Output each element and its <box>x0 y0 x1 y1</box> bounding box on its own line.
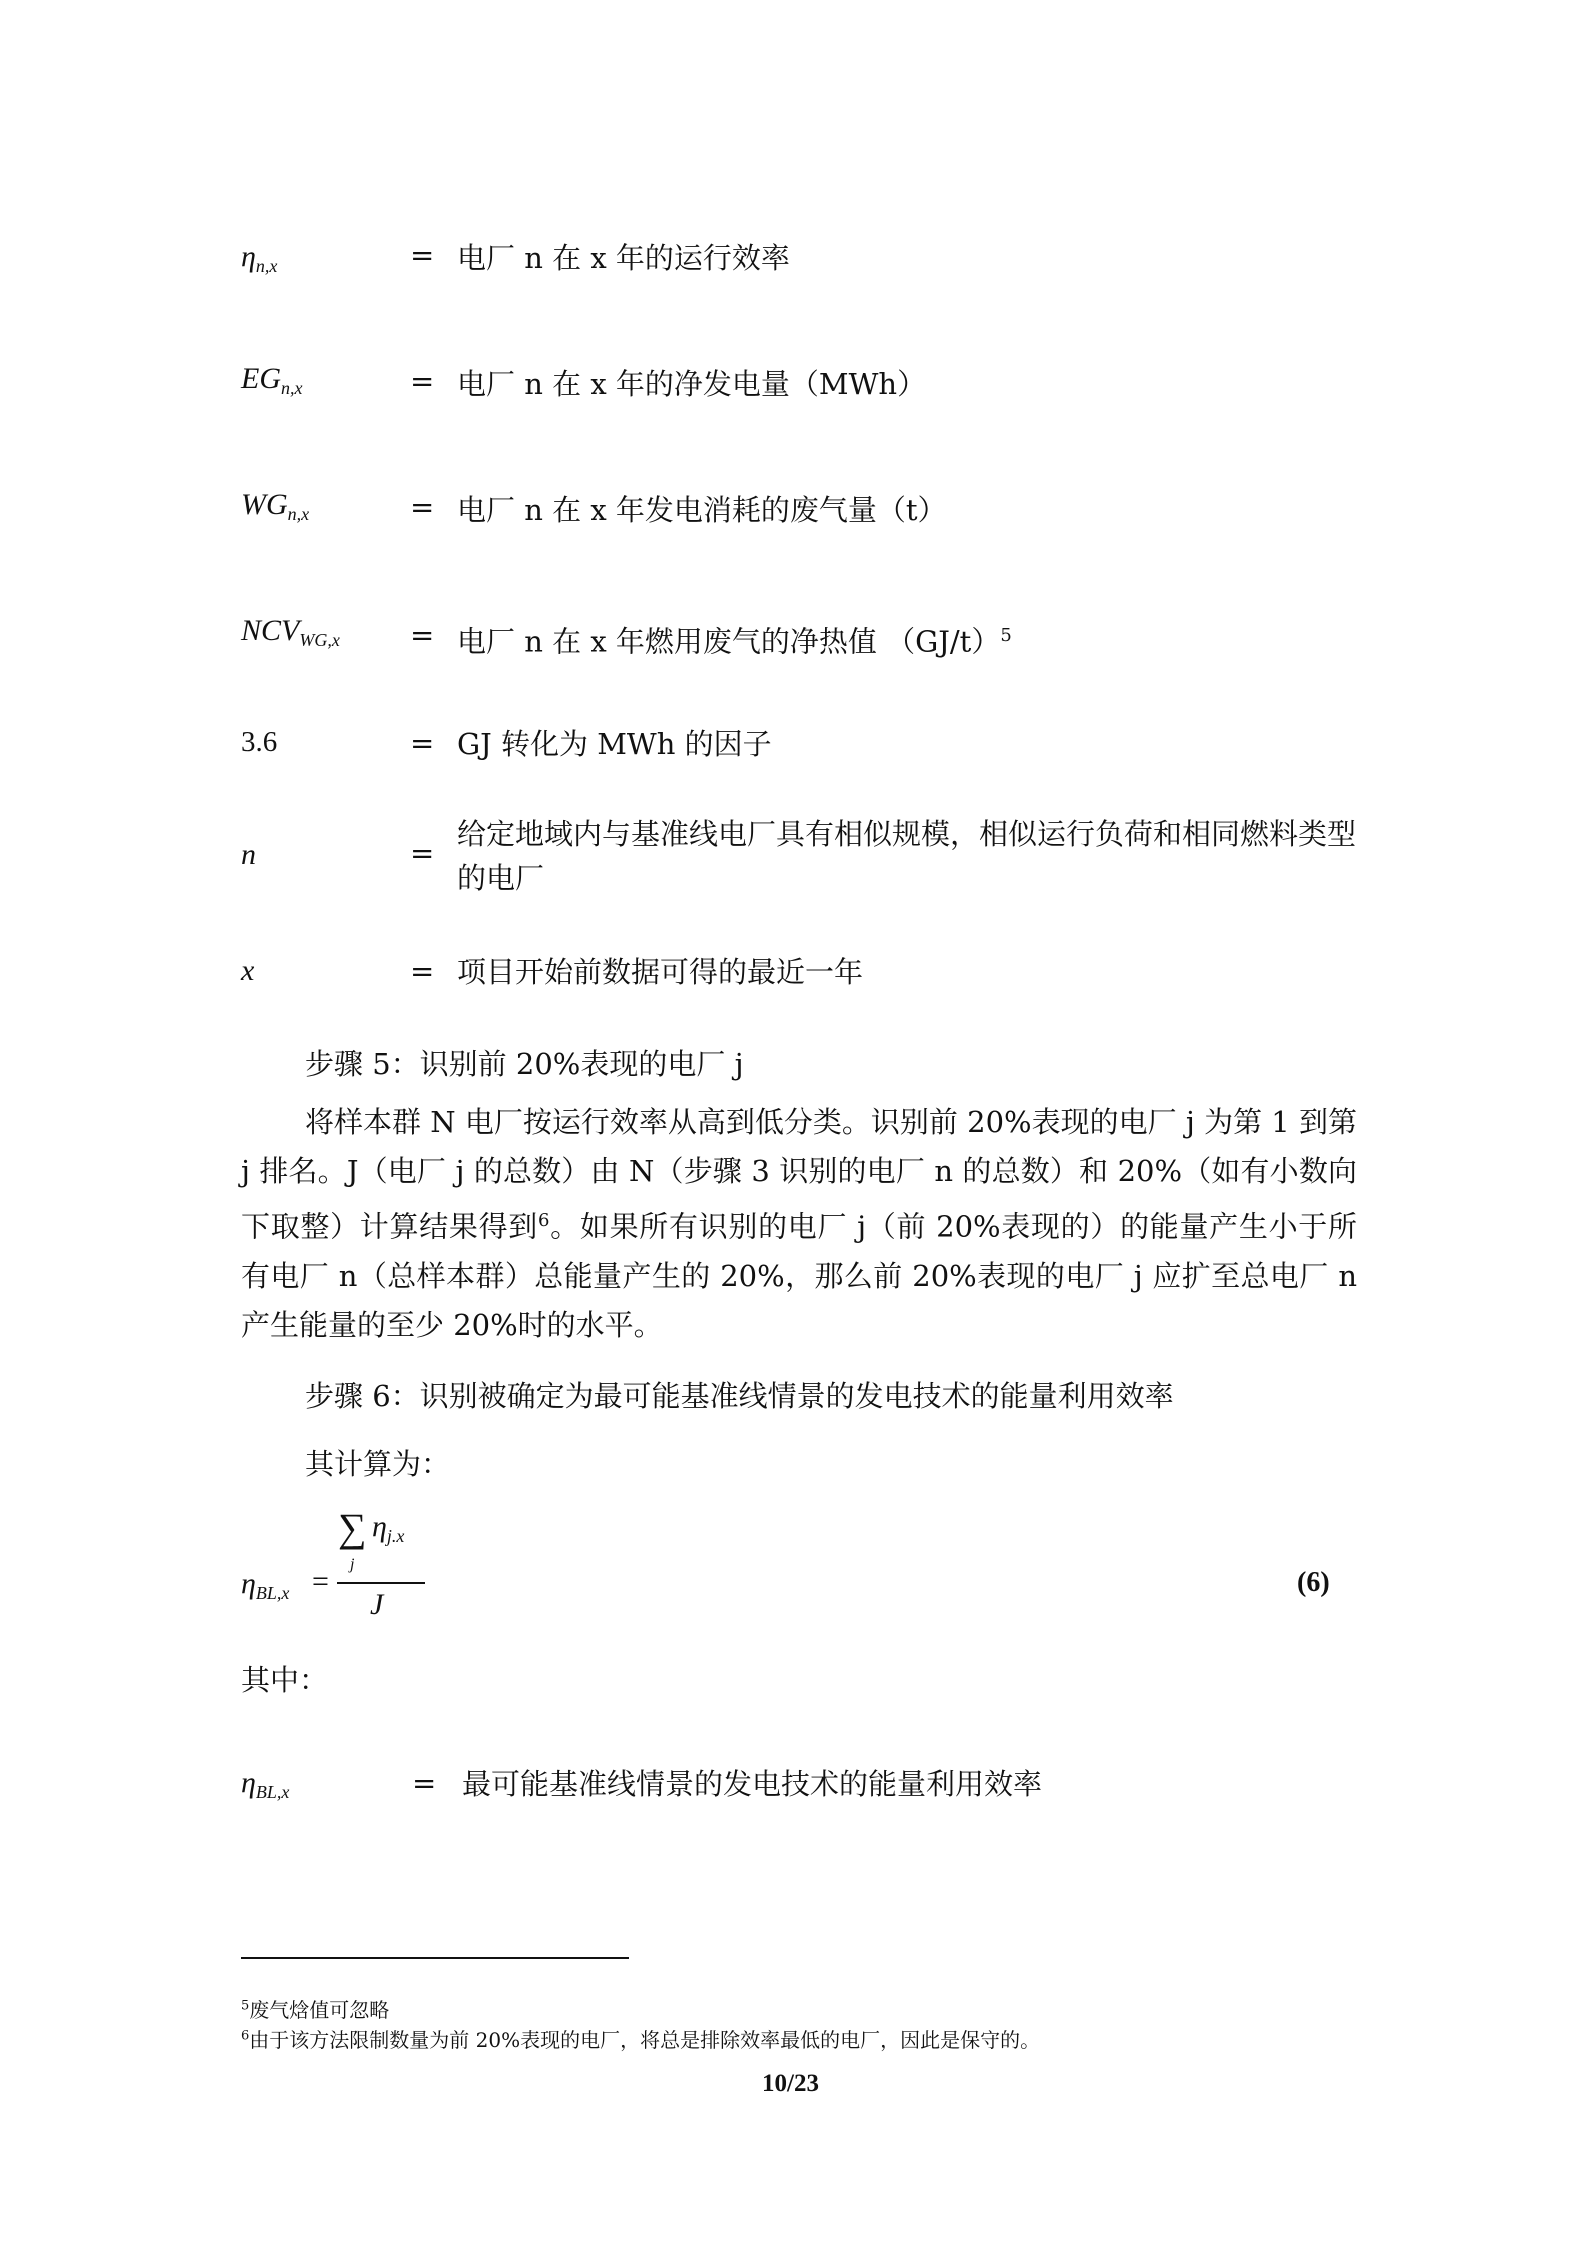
equals-sign: = <box>410 836 435 870</box>
footnote-6: $^6$由于该方法限制数量为前 20%表现的电厂，将总是排除效率最低的电厂，因此是保守的。 <box>241 2028 1041 2052</box>
definition-text: GJ 转化为 MWh 的因子 <box>457 727 772 761</box>
equals-sign: = <box>410 490 435 524</box>
formula-equals: = <box>312 1565 329 1598</box>
definition-text: 项目开始前数据可得的最近一年 <box>457 955 864 989</box>
definition-text: 电厂 n 在 x 年发电消耗的废气量（t） <box>457 493 947 527</box>
symbol-n: n <box>241 838 256 871</box>
equals-sign: = <box>410 726 435 760</box>
formula-numerator-eta: $\eta_{j.x}$ <box>372 1510 405 1546</box>
symbol-wg-nx: $WG_{n,x}$ <box>241 488 310 524</box>
sum-symbol: ∑ <box>338 1505 367 1550</box>
equals-sign: = <box>410 238 435 272</box>
where-label: 其中： <box>241 1663 329 1697</box>
equals-sign: = <box>412 1766 437 1800</box>
footnote-separator <box>241 1957 629 1959</box>
formula-denominator: J <box>370 1588 384 1621</box>
page-number: 10/23 <box>762 2070 819 2097</box>
definition-text: 电厂 n 在 x 年燃用废气的净热值 $(GJ/t)^5$ <box>457 624 1012 659</box>
equals-sign: = <box>410 954 435 988</box>
fraction-bar <box>337 1582 425 1584</box>
constant-3-6: 3.6 <box>241 726 278 758</box>
definition-text: 最可能基准线情景的发电技术的能量利用效率 <box>462 1767 1043 1801</box>
symbol-ncv-wgx: $NCV_{WG,x}$ <box>241 614 340 650</box>
step5-paragraph: 将样本群 N 电厂按运行效率从高到低分类。识别前 20%表现的电厂 j 为第 1 到第 j 排名。J（电厂 j 的总数）由 N（步骤 3 识别的电厂 n 的总数）和 20%（如有小数向下取整）计算结果得到$^6$。如果所有识别的电厂 j（前 20%表现的）的能量产生小于所有电厂 n（总样本群）总能量产生的 20%，那么前 20%表现的电厂 j 应扩至总电厂 n 产生能量的至少 20%时的水平。 <box>241 1105 1357 1342</box>
symbol-eta-blx: $\eta_{BL,x}$ <box>241 1766 290 1802</box>
step6-heading: 步骤 6：识别被确定为最可能基准线情景的发电技术的能量利用效率 <box>305 1379 1174 1413</box>
step5-heading: 步骤 5：识别前 20%表现的电厂 j <box>305 1047 744 1081</box>
equals-sign: = <box>410 364 435 398</box>
sum-index: j <box>350 1556 355 1573</box>
definition-text: 电厂 n 在 x 年的净发电量（MWh） <box>457 367 927 401</box>
symbol-eta-nx: $\eta_{n,x}$ <box>241 240 278 276</box>
definition-text: 给定地域内与基准线电厂具有相似规模，相似运行负荷和相同燃料类型的电厂 <box>457 817 1357 895</box>
symbol-eg-nx: $EG_{n,x}$ <box>241 362 303 398</box>
step6-intro: 其计算为： <box>305 1447 451 1481</box>
equation-number: (6) <box>1297 1567 1330 1598</box>
footnote-5: $^5$废气焓值可忽略 <box>241 1998 390 2022</box>
footnote-ref-5: 5 <box>1000 625 1012 646</box>
definition-text: 电厂 n 在 x 年的运行效率 <box>457 241 790 275</box>
equals-sign: = <box>410 618 435 652</box>
footnote-ref-6: 6 <box>538 1210 550 1231</box>
formula-lhs: $\eta_{BL,x}$ <box>241 1567 290 1603</box>
symbol-x: x <box>241 954 255 987</box>
